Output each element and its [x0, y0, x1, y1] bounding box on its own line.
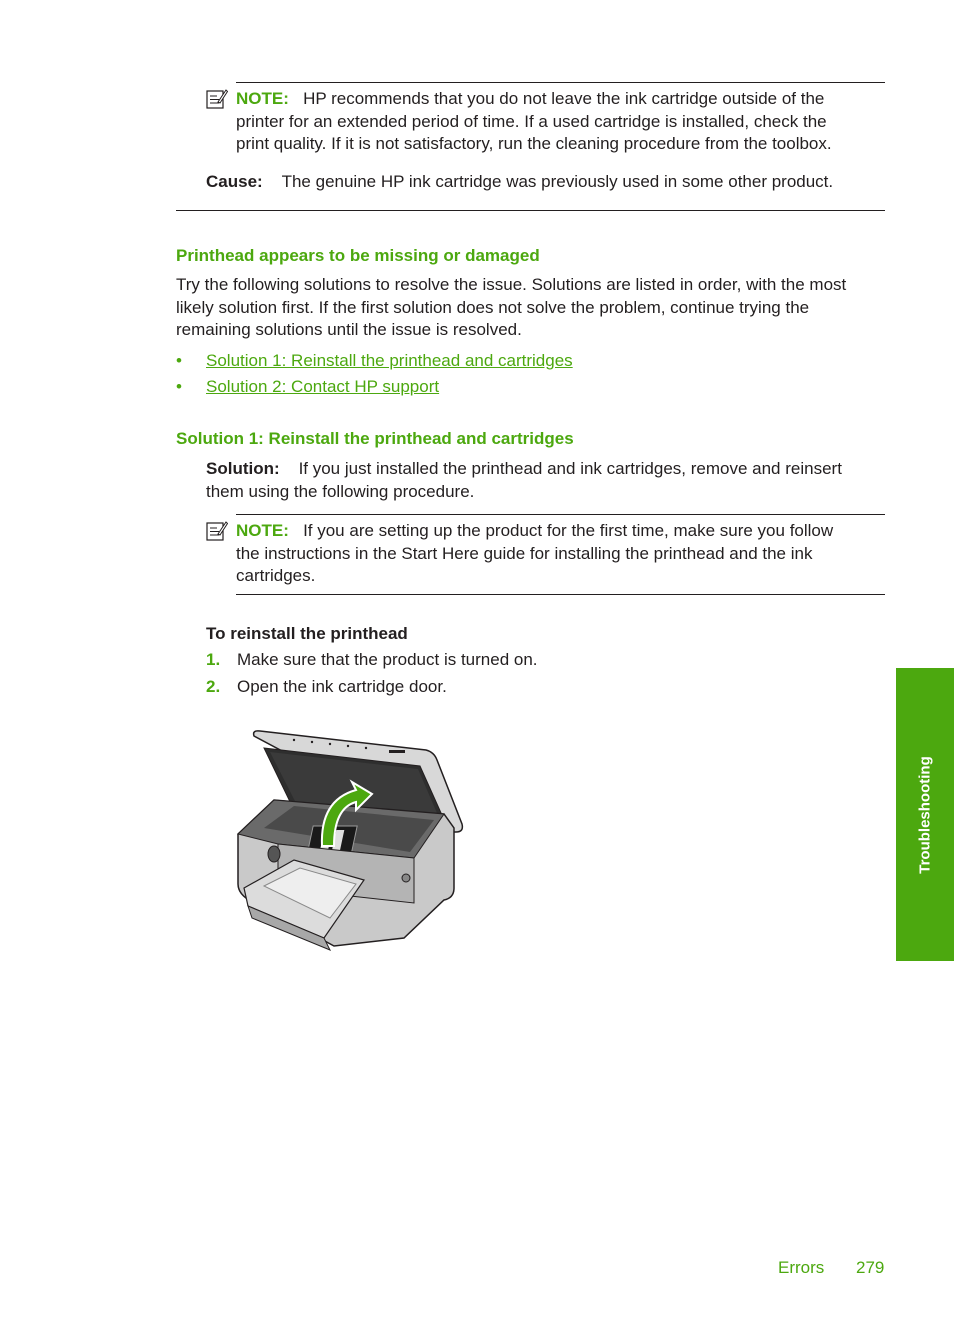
section-heading: Printhead appears to be missing or damaged: [176, 246, 540, 265]
note2-line3: cartridges.: [236, 566, 316, 585]
side-tab-label: Troubleshooting: [916, 755, 934, 874]
note-icon: [206, 89, 228, 109]
step-text: Open the ink cartridge door.: [237, 677, 447, 696]
note1-line3: print quality. If it is not satisfactory, run the cleaning procedure from the toolbox.: [236, 134, 832, 153]
intro-line1: Try the following solutions to resolve the issue. Solutions are listed in order, with the most: [176, 275, 847, 294]
step-number: 2.: [206, 677, 221, 696]
side-tab-troubleshooting: [896, 668, 954, 961]
step-number: 1.: [206, 650, 221, 669]
note2-top-rule: [236, 514, 885, 515]
solution1-label: Solution:: [206, 459, 280, 478]
link-solution-2[interactable]: Solution 2: Contact HP support: [206, 377, 440, 396]
solution1-line1: If you just installed the printhead and ink cartridges, remove and reinsert: [298, 459, 842, 478]
procedure-title: To reinstall the printhead: [206, 624, 408, 643]
footer-section: Errors: [778, 1258, 825, 1277]
note2-line2: the instructions in the Start Here guide for installing the printhead and the ink: [236, 543, 813, 563]
note-icon: [206, 521, 228, 541]
bullet: •: [176, 377, 182, 396]
note2-line1: If you are setting up the product for the first time, make sure you follow: [303, 521, 834, 540]
note2-bottom-rule: [236, 594, 885, 595]
note2-text: [236, 520, 896, 588]
solution1-heading: Solution 1: Reinstall the printhead and cartridges: [176, 429, 574, 448]
section-divider: [176, 210, 885, 211]
printer-illustration: [234, 728, 466, 956]
solution1-line2: them using the following procedure.: [206, 481, 475, 501]
intro-line2: likely solution first. If the first solution does not solve the problem, continue trying the: [176, 297, 810, 317]
note1-line1: HP recommends that you do not leave the ink cartridge outside of the: [303, 89, 825, 108]
note2-label: NOTE:: [236, 521, 289, 540]
step-text: Make sure that the product is turned on.: [237, 650, 538, 669]
footer-page-number: 279: [856, 1258, 885, 1277]
cause-label: Cause:: [206, 172, 263, 191]
cause-text: The genuine HP ink cartridge was previously used in some other product.: [281, 172, 834, 191]
section-intro: [176, 274, 896, 342]
note1-top-rule: [236, 82, 885, 83]
note1-line2: printer for an extended period of time. If a used cartridge is installed, check the: [236, 111, 827, 131]
intro-line3: remaining solutions until the issue is resolved.: [176, 320, 522, 339]
note1-text: [236, 88, 896, 156]
cause-line: [206, 171, 896, 194]
solution1-text: [206, 458, 896, 503]
bullet: •: [176, 351, 182, 370]
link-solution-1[interactable]: Solution 1: Reinstall the printhead and cartridges: [206, 351, 573, 370]
note1-label: NOTE:: [236, 89, 289, 108]
